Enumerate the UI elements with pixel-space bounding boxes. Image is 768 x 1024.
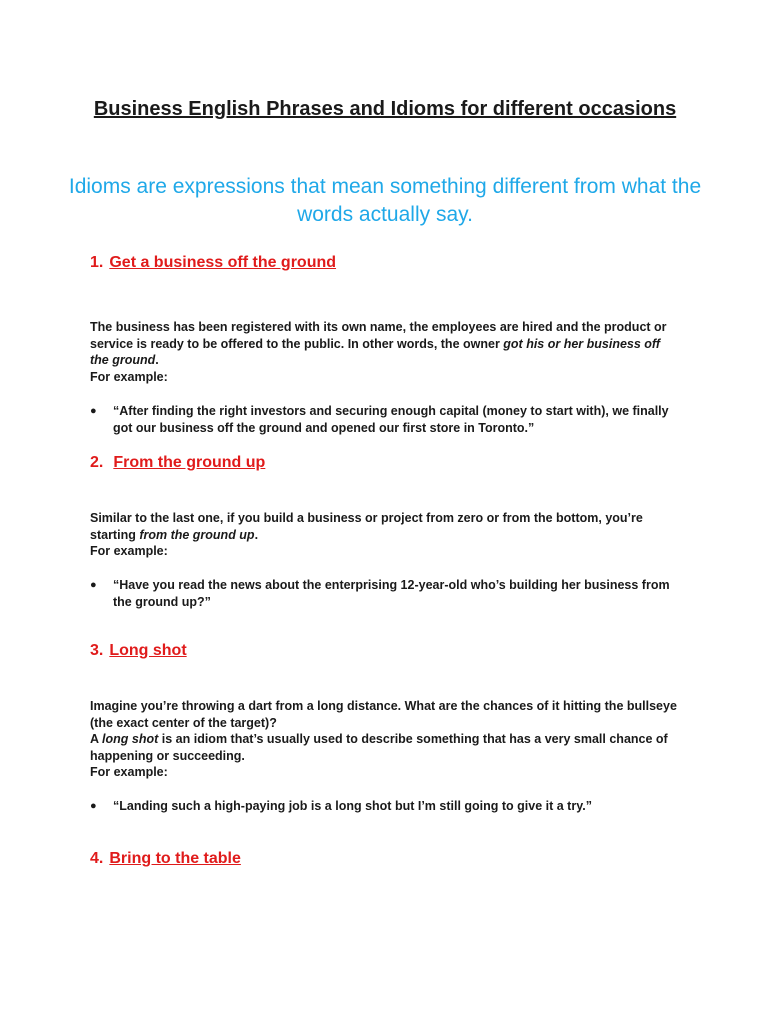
section-title: Bring to the table <box>109 850 241 867</box>
paragraph-text: The business has been registered with its own name, the employees are hired and the product or service is ready to be offered to the public. In other words, the owner <box>90 320 667 351</box>
paragraph-text: . <box>254 527 259 542</box>
bullet-icon: ● <box>90 800 97 812</box>
example-text: “Have you read the news about the enterprising 12-year-old who’s building her business from the ground up?” <box>113 578 670 609</box>
section-heading-1 <box>90 254 336 272</box>
section-paragraph-2 <box>90 510 680 560</box>
paragraph-emphasis: got his or her business off the ground <box>90 336 661 367</box>
section-paragraph-1 <box>90 319 680 385</box>
example-bullet-2 <box>90 577 680 610</box>
bullet-icon: ● <box>90 579 97 591</box>
section-title: From the ground up <box>113 454 266 471</box>
page-subtitle: Idioms are expressions that mean something different from what the words actually say. <box>68 175 702 226</box>
section-heading-3 <box>90 642 187 660</box>
paragraph-text: Similar to the last one, if you build a business or project from zero or from the bottom, you’re starting <box>90 511 643 542</box>
example-bullet-3 <box>90 798 680 815</box>
paragraph-emphasis: long shot <box>102 732 159 746</box>
section-number: 1. <box>90 254 104 271</box>
bullet-icon: ● <box>90 405 97 417</box>
for-example-label: For example: <box>90 544 168 558</box>
section-heading-4 <box>90 850 241 868</box>
section-number: 2. <box>90 454 104 471</box>
section-number: 3. <box>90 642 104 659</box>
paragraph-text: A <box>90 732 103 746</box>
section-title: Long shot <box>109 642 187 659</box>
for-example-label: For example: <box>90 369 168 384</box>
page-title: Business English Phrases and Idioms for different occasions <box>93 98 677 120</box>
section-title: Get a business off the ground <box>109 254 337 271</box>
for-example-label: For example: <box>90 765 168 779</box>
section-heading-2 <box>90 454 265 472</box>
example-text: “Landing such a high-paying job is a long shot but I’m still going to give it a try.” <box>113 799 592 813</box>
paragraph-emphasis: from the ground up <box>139 527 255 542</box>
section-number: 4. <box>90 850 104 867</box>
paragraph-text: . <box>155 353 159 367</box>
example-text: “After finding the right investors and securing enough capital (money to start with), we finally got our business off the ground and opened our first store in Toronto.” <box>113 404 669 435</box>
example-bullet-1 <box>90 403 680 436</box>
paragraph-text: Imagine you’re throwing a dart from a long distance. What are the chances of it hitting the bullseye (the exact center of the target)? <box>90 699 677 730</box>
section-paragraph-3 <box>90 698 680 781</box>
paragraph-text: is an idiom that’s usually used to describe something that has a very small chance of happening or succeeding. <box>90 732 668 763</box>
